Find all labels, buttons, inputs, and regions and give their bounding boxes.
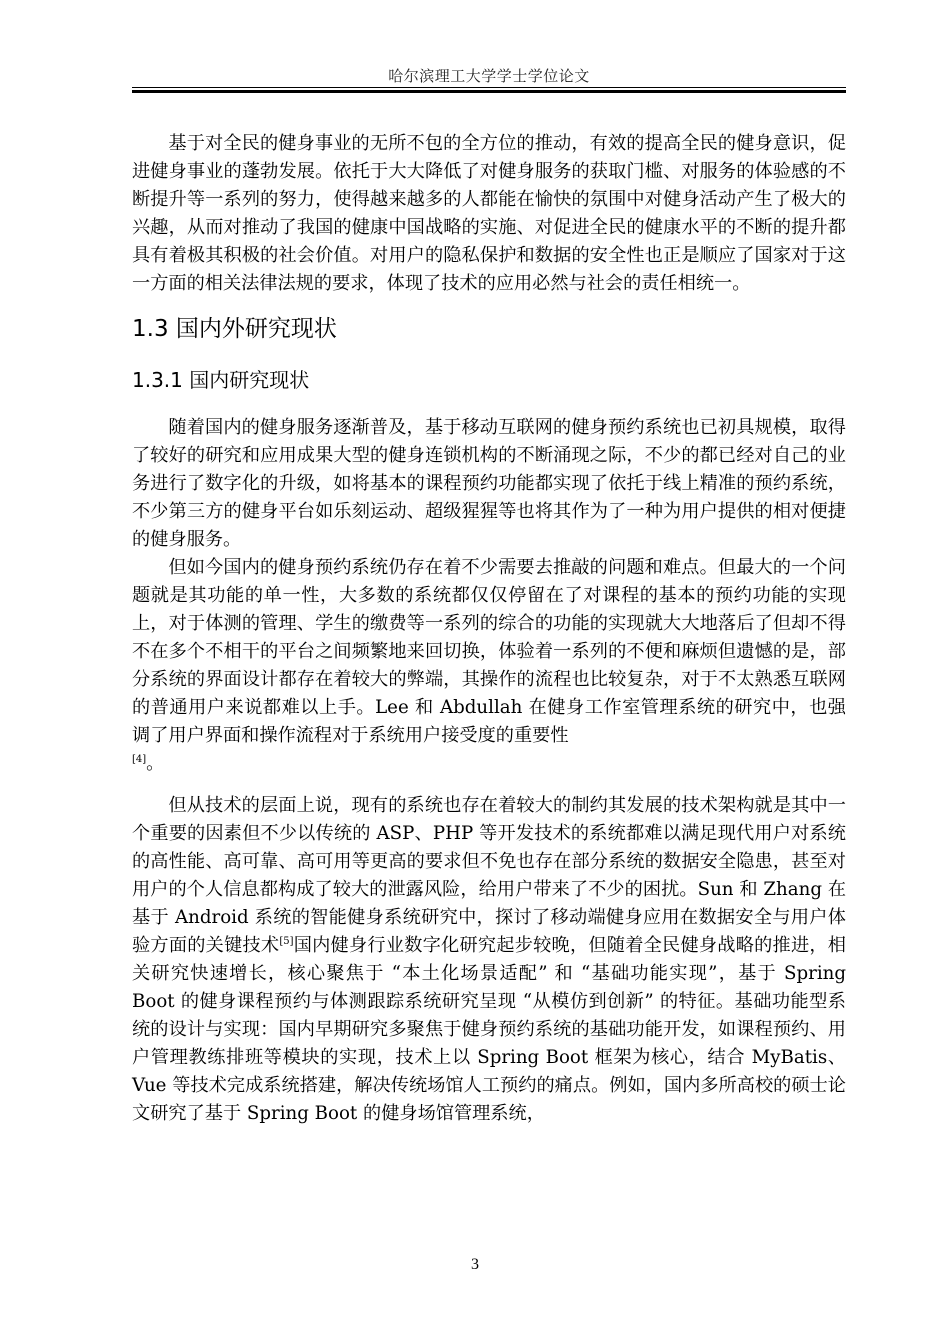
paragraph-3 (132, 792, 846, 1128)
body-text (132, 130, 846, 1128)
header-rule-thick (132, 90, 846, 93)
heading-spacer (132, 394, 846, 414)
citation-4: [4] (132, 753, 147, 765)
paragraph-2-text: 但如今国内的健身预约系统仍存在着不少需要去推敲的问题和难点。但最大的一个问题就是其功能的单一性，大多数的系统都仅仅停留在了对课程的基本的预约功能的实现上，对于体测的管理、学生的缴费等一系列的综合的功能的实现就大大地落后了但却不得不在多个不相干的平台之间频繁地来回切换，体验着一系列的不便和麻烦但遗憾的是，部分系统的界面设计都存在着较大的弊端，其操作的流程也比较复杂，对于不太熟悉互联网的普通用户来说都难以上手。Lee 和 Abdullah 在健身工作室管理系统的研究中，也强调了用户界面和操作流程对于系统用户接受度的重要性 (132, 557, 846, 746)
paragraph-2 (132, 554, 846, 778)
paragraph-3-text-b: 国内健身行业数字化研究起步较晚，但随着全民健身战略的推进，相关研究快速增长，核心聚焦于 “本土化场景适配” 和 “基础功能实现”，基于 Spring Boot 的健身课程预约与体测跟踪系统研究呈现 “从模仿到创新” 的特征。基础功能型系统的设计与实现：国内早期研究多聚焦于健身预约系统的基础功能开发，如课程预约、用户管理教练排班等模块的实现，技术上以 Spring Boot 框架为核心，结合 MyBatis、Vue 等技术完成系统搭建，解决传统场馆人工预约的痛点。例如，国内多所高校的硕士论文研究了基于 Spring Boot 的健身场馆管理系统， (132, 935, 846, 1124)
page-number: 3 (471, 1256, 479, 1273)
citation-5: [5] (279, 935, 294, 947)
paragraph-3-text-a: 但从技术的层面上说，现有的系统也存在着较大的制约其发展的技术架构就是其中一个重要的因素但不少以传统的 ASP、PHP 等开发技术的系统都难以满足现代用户对系统的高性能、高可靠、高可用等更高的要求但不免也存在部分系统的数据安全隐患，甚至对用户的个人信息都构成了较大的泄露风险，给用户带来了不少的困扰。Sun 和 Zhang 在基于 Android 系统的智能健身系统研究中，探讨了移动端健身应用在数据安全与用户体验方面的关键技术 (132, 795, 846, 956)
paragraph-intro: 基于对全民的健身事业的无所不包的全方位的推动，有效的提高全民的健身意识，促进健身事业的蓬勃发展。依托于大大降低了对健身服务的获取门槛、对服务的体验感的不断提升等一系列的努力，使得越来越多的人都能在愉快的氛围中对健身活动产生了极大的兴趣，从而对推动了我国的健康中国战略的实施、对促进全民的健康水平的不断的提升都具有着极其积极的社会价值。对用户的隐私保护和数据的安全性也正是顺应了国家对于这一方面的相关法律法规的要求，体现了技术的应用必然与社会的责任相统一。 (132, 133, 846, 294)
running-header: 哈尔滨理工大学学士学位论文 (388, 67, 590, 85)
header-rule-thin (132, 87, 846, 88)
subsection-heading: 1.3.1 国内研究现状 (132, 368, 310, 392)
paragraph-2-end: 。 (146, 753, 165, 774)
section-heading: 1.3 国内外研究现状 (132, 316, 337, 342)
paragraph-1: 随着国内的健身服务逐渐普及，基于移动互联网的健身预约系统也已初具规模，取得了较好的研究和应用成果大型的健身连锁机构的不断涌现之际，不少的都已经对自己的业务进行了数字化的升级，如将基本的课程预约功能都实现了依托于线上精准的预约系统，不少第三方的健身平台如乐刻运动、超级猩猩等也将其作为了一种为用户提供的相对便捷的健身服务。 (132, 417, 846, 550)
